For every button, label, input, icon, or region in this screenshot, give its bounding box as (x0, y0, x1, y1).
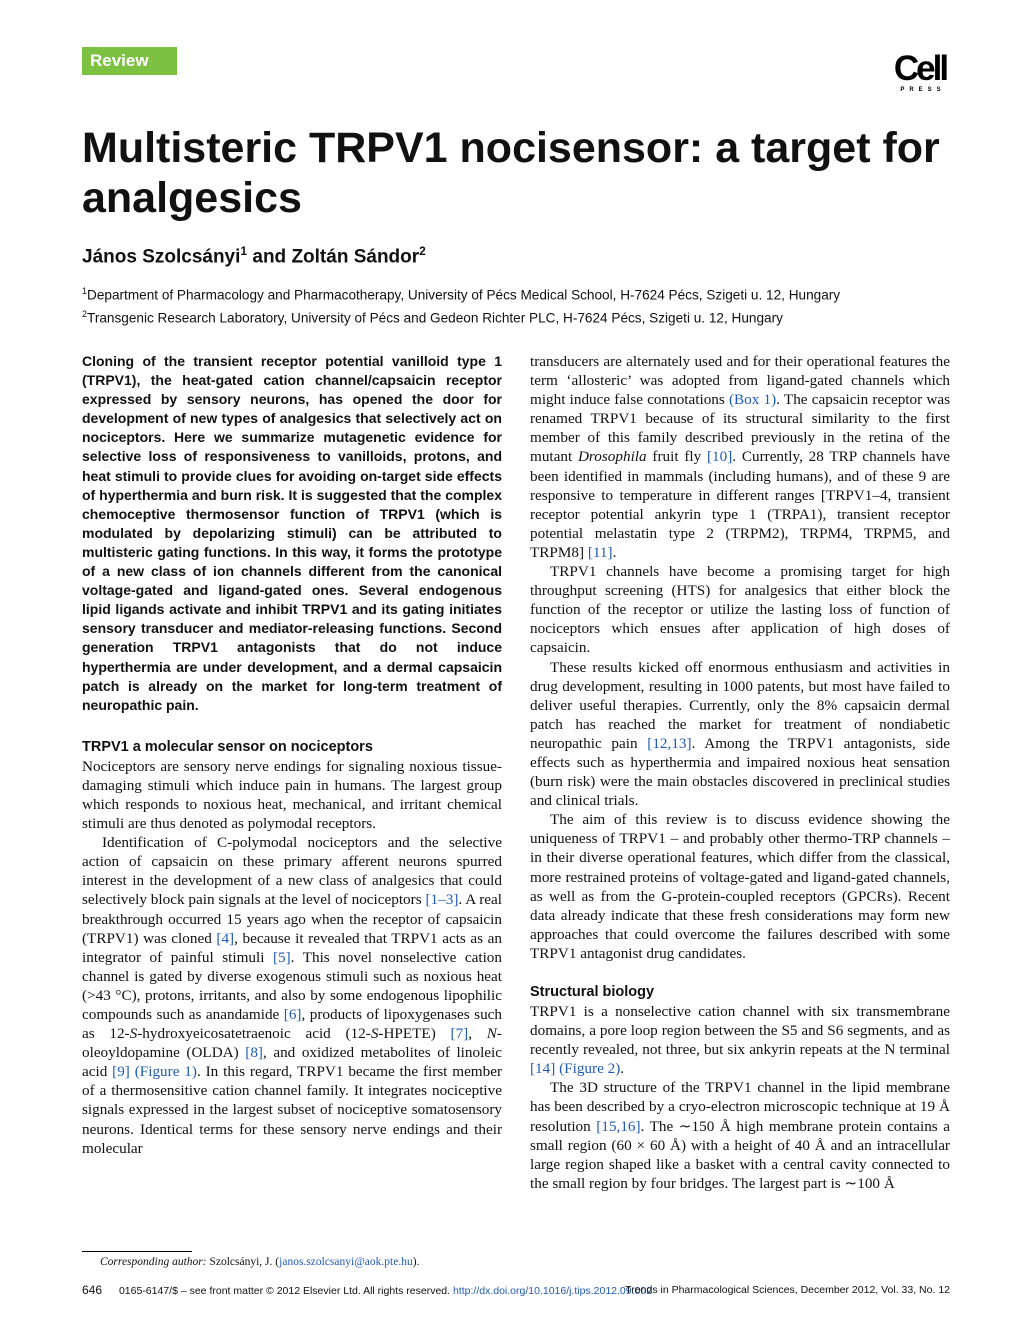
author-joiner: and (247, 246, 292, 268)
abstract: Cloning of the transient receptor potential vanilloid type 1 (TRPV1), the heat-gated cation channel/capsaicin receptor expressed by sensory neurons, has opened the door for development of new types of analgesics that selectively act on nociceptors. Here we summarize mutagenetic evidence for selective loss of responsiveness to vanilloids, protons, and heat stimuli to provide clues for avoiding on-target side effects of hyperthermia and burn risk. It is suggested that the complex chemoceptive thermosensor function of TRPV1 (which is modulated by depolarizing stimuli) can be attributed to multisteric gating functions. In this way, it forms the prototype of a new class of ion channels different from the canonical voltage-gated and ligand-gated ones. Several endogenous lipid ligands activate and inhibit TRPV1 and its gating initiates sensory transducer and mediator-releasing functions. Second generation TRPV1 antagonists that do not induce hyperthermia are under development, and a dermal capsaicin patch is already on the market for long-term treatment of neuropathic pain. (82, 353, 502, 713)
left-column (82, 352, 502, 1158)
citation-link[interactable]: [11] (587, 543, 613, 561)
cell-press-logo (890, 49, 950, 96)
citation-link[interactable]: (Figure 2) (559, 1060, 621, 1078)
author-list (82, 244, 426, 268)
citation-link[interactable]: (Figure 1) (134, 1063, 197, 1081)
section-heading-structural-biology: Structural biology (530, 984, 655, 1000)
affiliations (82, 282, 840, 327)
text-run: , and oxidized metabolites of linoleic acid (82, 1044, 502, 1081)
text-run: transducers are alternately used and for their operational features the term ‘allosteric’ was adopted from ligand-gated channels which might induce false connotations (530, 353, 950, 409)
author-email-link[interactable]: janos.szolcsanyi@aok.pte.hu (279, 1256, 413, 1268)
review-section-tag: Review (82, 47, 177, 75)
text-run: . The ∼150 Å high membrane protein contains a small region (60 × 60 Å) with a height of 40 Å and an intracellular large region shaped like a basket with a central cavity connected to the small region by four bridges. The largest part is ∼100 Å (530, 1117, 951, 1192)
footnote-author: Szolcsányi, J. (209, 1256, 273, 1268)
paragraph (530, 1078, 950, 1193)
italic-term: N (486, 1025, 497, 1043)
section-heading-nociceptors: TRPV1 a molecular sensor on nociceptors (82, 738, 373, 755)
doi-link[interactable]: http://dx.doi.org/10.1016/j.tips.2012.09.002 (452, 1285, 653, 1297)
logo-sub: PRESS (900, 87, 946, 93)
citation-link[interactable]: [7] (450, 1025, 469, 1043)
text-run: fruit fly (646, 448, 707, 466)
text-run: . A real breakthrough occurred 15 years ago when the receptor of capsaicin (TRPV1) was cloned (82, 891, 502, 947)
page-number: 646 (82, 1283, 103, 1297)
author-name: Zoltán Sándor (291, 246, 420, 268)
paragraph (530, 352, 950, 562)
italic-term: S (370, 1025, 379, 1043)
affiliation-mark: 1 (82, 286, 88, 296)
author-name: János Szolcsányi (82, 246, 241, 268)
citation-link[interactable]: (Box 1) (728, 391, 777, 409)
paragraph (530, 810, 950, 963)
text-run: -HPETE) (378, 1025, 451, 1043)
author-affil-mark: 2 (419, 244, 426, 258)
journal-citation: Trends in Pharmacological Sciences, December 2012, Vol. 33, No. 12 (625, 1284, 950, 1296)
text-run: , (468, 1025, 487, 1043)
copyright-line: 0165-6147/$ – see front matter © 2012 Elsevier Ltd. All rights reserved. (118, 1285, 451, 1297)
text-run: . (612, 543, 617, 561)
affiliation-2 (82, 305, 840, 328)
text-run: Nociceptors are sensory nerve endings for signaling noxious tissue-damaging stimuli which induce pain in humans. The largest group which responds to noxious heat, mechanical, and irritant chemical stimuli are thus denoted as polymodal receptors. (82, 757, 502, 833)
citation-link[interactable]: [9] (112, 1063, 130, 1081)
text-run: . Among the TRPV1 antagonists, side effects such as hyperthermia and impaired noxious heat sensation (burn risk) were the main obstacles discovered in preclinical studies and clinical trials. (530, 734, 950, 810)
text-run: Identification of C-polymodal nociceptors and the selective action of capsaicin on these primary afferent neurons spurred interest in the development of a new class of analgesics that could selectively block pain signals at the level of nociceptors (82, 834, 502, 909)
citation-link[interactable]: [6] (283, 1006, 302, 1023)
citation-link[interactable]: [12,13] (647, 734, 692, 752)
citation-link[interactable]: [15,16] (596, 1117, 641, 1135)
paragraph (82, 833, 502, 1158)
article-title: Multisteric TRPV1 nocisensor: a target for analgesics (82, 124, 940, 222)
text-run: , products of lipoxygenases such as 12- (82, 1006, 502, 1043)
logo-word: Cell (893, 49, 947, 88)
text-run: . In this regard, TRPV1 became the first member of a thermosensitive cation channel family. It integrates nociceptive signals expressed in the largest subset of nociceptive somatosensory neurons. Identical terms for these sensory nerve endings and their molecular (82, 1063, 503, 1157)
corresponding-author-footnote: Corresponding author: Szolcsányi, J. (janos.szolcsanyi@aok.pte.hu). (100, 1256, 420, 1268)
footnote-label: Corresponding author: (100, 1256, 207, 1268)
text-run: , because it revealed that TRPV1 acts as an integrator of painful stimuli (82, 929, 502, 966)
italic-term: Drosophila (577, 448, 647, 466)
text-run: . Currently, 28 TRP channels have been identified in mammals (including humans), and of these 9 are responsive to temperature in different ranges [TRPV1–4, transient receptor potential ankyrin type 1 (TRPA1), transient receptor potential melastatin type 2 (TRPM2), TRPM4, TRPM5, and TRPM8] (530, 448, 950, 561)
text-run: The aim of this review is to discuss evidence showing the uniqueness of TRPV1 – and probably other thermo-TRP channels – in their diverse operational features, which differ from the classical, more restrained proteins of voltage-gated and ligand-gated channels, as well as from the G-protein-coupled receptors (GPCRs). Recent data already indicate that these fresh considerations may form new approaches that could overcome the failures described with some TRPV1 antagonist drug candidates. (530, 811, 950, 962)
paragraph (82, 757, 502, 833)
author-affil-mark: 1 (240, 244, 248, 258)
affiliation-1 (82, 282, 840, 305)
citation-link[interactable]: [4] (216, 929, 235, 947)
paragraph (530, 562, 950, 657)
text-run: TRPV1 channels have become a promising target for high throughput screening (HTS) for analgesics that either block the function of the receptor or utilize the lasting loss of function of nociceptors which ensues after application of high doses of capsaicin. (530, 563, 950, 657)
text-run: -oleoyldopamine (OLDA) (82, 1025, 502, 1062)
text-run: . This novel nonselective cation channel is gated by diverse exogenous stimuli such as noxious heat (>43 °C), protons, irritants, and also by some endogenous lipophilic compounds such as anandamide (82, 948, 502, 1023)
affiliation-text: Transgenic Research Laboratory, University of Pécs and Gedeon Richter PLC, H-7624 Pécs, Szigeti u. 12, Hungary (87, 310, 783, 326)
text-run: . (620, 1060, 625, 1078)
text-run: -hydroxyeicosatetraenoic acid (12- (137, 1025, 371, 1043)
footnote-rule (82, 1251, 192, 1252)
citation-link[interactable]: [5] (272, 948, 291, 966)
text-run: These results kicked off enormous enthusiasm and activities in drug development, resulting in 1000 patents, but most have failed to deliver useful therapies. Currently, only the 8% capsaicin dermal patch has reached the market for treatment of nondiabetic neuropathic pain (530, 658, 950, 752)
citation-link[interactable]: [10] (706, 448, 733, 466)
citation-link[interactable]: [8] (245, 1044, 263, 1062)
citation-link[interactable]: [14] (530, 1060, 556, 1078)
paragraph (530, 1002, 950, 1078)
paragraph (530, 658, 950, 811)
right-column (530, 352, 950, 1193)
affiliation-text: Department of Pharmacology and Pharmacotherapy, University of Pécs Medical School, H-7624 Pécs, Szigeti u. 12, Hungary (87, 287, 841, 303)
text-run: . The capsaicin receptor was renamed TRPV1 because of its structural similarity to the first member of this family described previously in the retina of the mutant (530, 391, 950, 466)
text-run: The 3D structure of the TRPV1 channel in the lipid membrane has been described by a cryo-electron microscopic technique at 19 Å resolution (530, 1079, 950, 1135)
affiliation-mark: 2 (82, 308, 88, 319)
page-footer (82, 1283, 950, 1297)
text-run: TRPV1 is a nonselective cation channel with six transmembrane domains, a pore loop region between the S5 and S6 segments, and as recently revealed, not three, but six ankyrin repeats at the N terminal (530, 1003, 950, 1059)
italic-term: S (129, 1025, 138, 1043)
citation-link[interactable]: [1–3] (425, 891, 459, 909)
